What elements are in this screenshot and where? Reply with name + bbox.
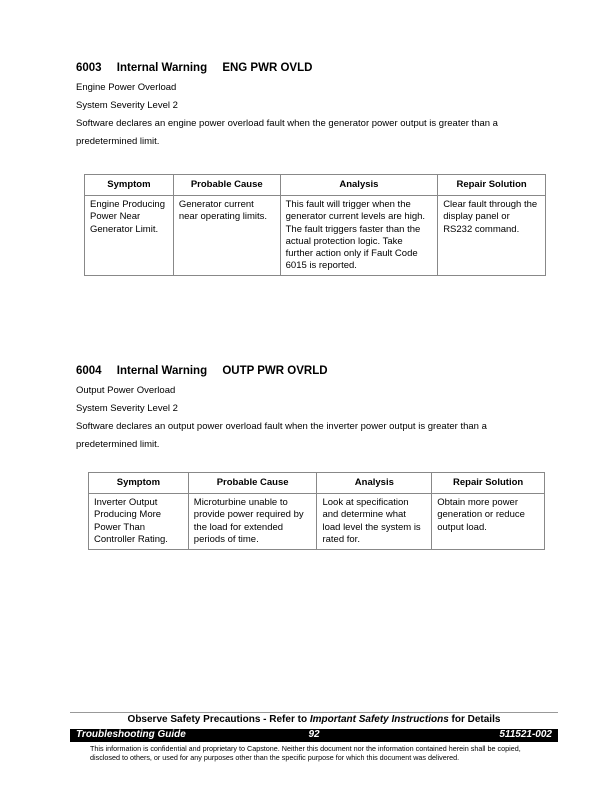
table-row: [89, 494, 545, 550]
cell-analysis: This fault will trigger when the generator current levels are high. The fault triggers faster than the actual protection logic. Take further action only if Fault Code 6015 is reported.: [280, 196, 438, 276]
safety-text-c: for Details: [448, 714, 501, 725]
confidentiality-notice: This information is confidential and proprietary to Capstone. Neither this document nor the information contained herein shall be copied, disclosed to others, or used for any purposes other than the specific purpose for which this document was delivered.: [90, 744, 521, 762]
footer-divider: [70, 712, 558, 713]
col-repair-solution: Repair Solution: [438, 175, 546, 196]
cell-probable-cause: Microturbine unable to provide power required by the load for extended periods of time.: [188, 494, 317, 550]
document-number: 511521-002: [499, 729, 552, 740]
fault-6004-table: [88, 472, 545, 550]
col-repair-solution: Repair Solution: [432, 473, 545, 494]
fault-6003-section: [76, 62, 546, 151]
fault-label: ENG PWR OVLD: [222, 62, 313, 74]
col-analysis: Analysis: [280, 175, 438, 196]
col-symptom: Symptom: [89, 473, 189, 494]
col-probable-cause: Probable Cause: [188, 473, 317, 494]
fault-type: Internal Warning: [116, 365, 208, 377]
fault-label: OUTP PWR OVRLD: [222, 365, 328, 377]
fault-6003-heading: [76, 62, 546, 74]
footer-bar: [70, 729, 558, 742]
cell-analysis: Look at specification and determine what load level the system is rated for.: [317, 494, 432, 550]
fault-6004-section: [76, 365, 546, 454]
col-probable-cause: Probable Cause: [173, 175, 280, 196]
page-number: 92: [308, 729, 320, 740]
fault-name: Output Power Overload: [76, 385, 176, 396]
col-symptom: Symptom: [85, 175, 174, 196]
guide-title: Troubleshooting Guide: [76, 729, 186, 740]
fault-description-cont: predetermined limit.: [76, 136, 160, 147]
fault-6004-heading: [76, 365, 546, 377]
fault-6003-table: [84, 174, 546, 276]
fault-code: 6003: [76, 62, 102, 74]
cell-symptom: Engine Producing Power Near Generator Limit.: [85, 196, 174, 276]
fault-description: Software declares an output power overload fault when the inverter power output is greater than a: [76, 421, 487, 432]
fault-type: Internal Warning: [116, 62, 208, 74]
table-row: [85, 196, 546, 276]
safety-text-b: Important Safety Instructions: [309, 714, 449, 725]
fault-description-cont: predetermined limit.: [76, 439, 160, 450]
safety-notice: [70, 714, 558, 725]
severity-level: System Severity Level 2: [76, 100, 178, 111]
table-header-row: [85, 175, 546, 196]
col-analysis: Analysis: [317, 473, 432, 494]
severity-level: System Severity Level 2: [76, 403, 178, 414]
fault-code: 6004: [76, 365, 102, 377]
cell-probable-cause: Generator current near operating limits.: [173, 196, 280, 276]
cell-symptom: Inverter Output Producing More Power Than Controller Rating.: [89, 494, 189, 550]
safety-text-a: Observe Safety Precautions - Refer to: [127, 714, 310, 725]
fault-description: Software declares an engine power overload fault when the generator power output is greater than a: [76, 118, 498, 129]
table-header-row: [89, 473, 545, 494]
cell-repair-solution: Obtain more power generation or reduce output load.: [432, 494, 545, 550]
cell-repair-solution: Clear fault through the display panel or RS232 command.: [438, 196, 546, 276]
fault-name: Engine Power Overload: [76, 82, 177, 93]
